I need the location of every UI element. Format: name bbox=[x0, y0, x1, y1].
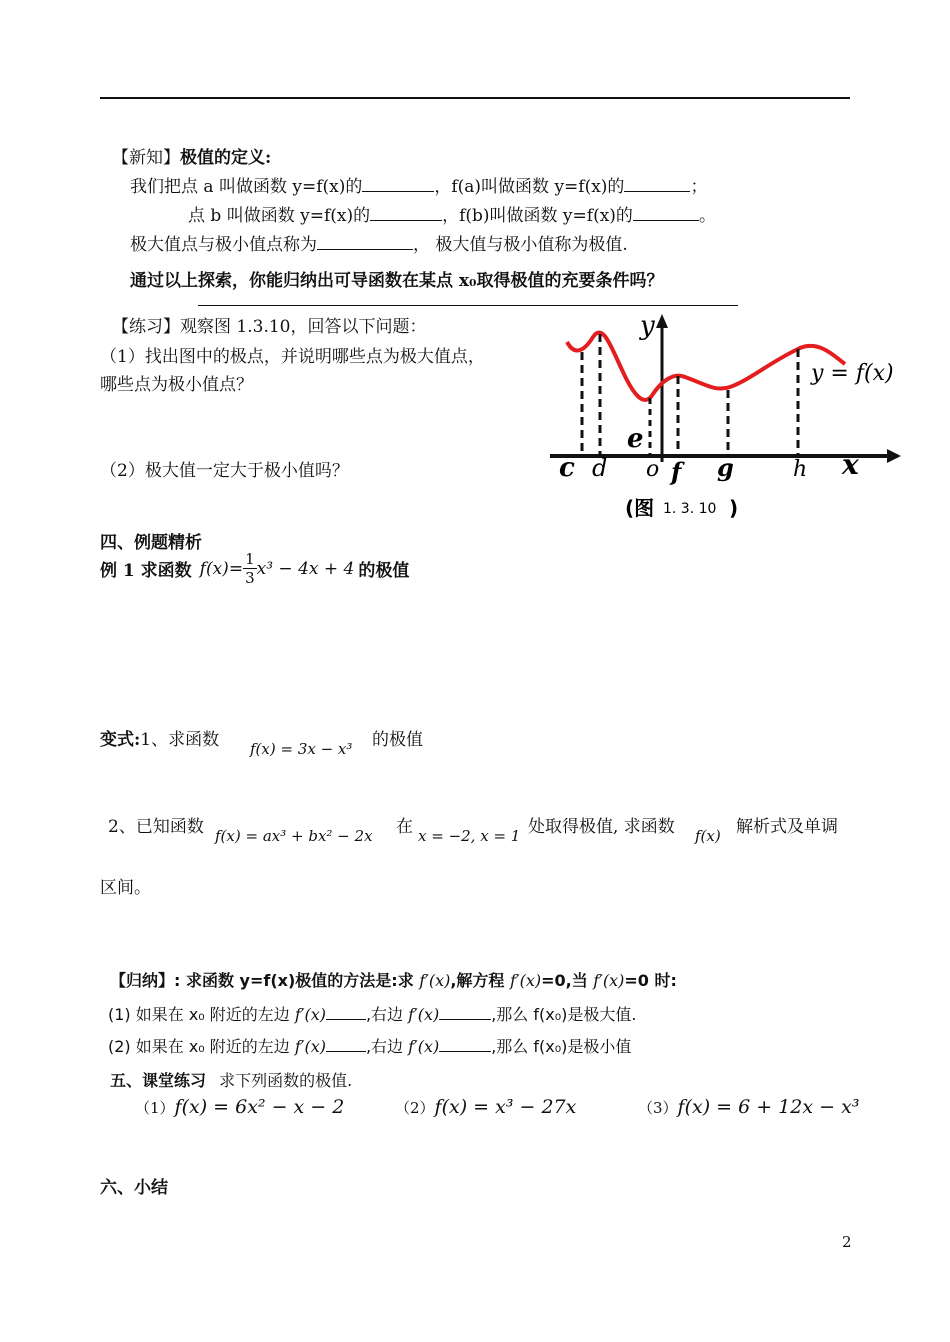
section6-title: 六、小结 bbox=[100, 1178, 168, 1198]
line1-end: ； bbox=[690, 177, 708, 197]
label-c: c bbox=[559, 453, 575, 483]
guina-blank-3[interactable] bbox=[326, 1037, 366, 1052]
variant-1 bbox=[100, 725, 219, 750]
variant-2-condition: x = −2, x = 1 bbox=[418, 827, 521, 845]
practice-3-num: （3） bbox=[638, 1099, 678, 1117]
guina-l1-a: (1) 如果在 x₀ 附近的左边 bbox=[108, 1005, 290, 1024]
guina-l2-c: ,那么 f(x₀)是极小值 bbox=[491, 1037, 632, 1056]
variant-1-text: 1、求函数 bbox=[140, 730, 220, 750]
section4-title: 四、例题精析 bbox=[100, 533, 202, 553]
guina-l2-b: ,右边 bbox=[365, 1037, 404, 1056]
variant-2-text-a: 2、已知函数 bbox=[108, 817, 204, 837]
variant-1-end: 的极值 bbox=[372, 730, 423, 750]
label-g: g bbox=[717, 453, 734, 482]
section5-desc: 求下列函数的极值. bbox=[219, 1071, 353, 1090]
guina-l1-fp-left: f′(x) bbox=[294, 1005, 326, 1024]
label-o: o bbox=[646, 457, 660, 482]
guina-text-d: =0 时: bbox=[624, 971, 677, 990]
practice-1-num: （1） bbox=[135, 1099, 175, 1117]
caption-close: ) bbox=[729, 496, 739, 520]
blank-2[interactable] bbox=[624, 177, 690, 192]
line1-text-a: 我们把点 a 叫做函数 y=f(x)的 bbox=[130, 177, 363, 197]
x-axis-label: x bbox=[842, 448, 859, 481]
lianxi-heading bbox=[112, 312, 426, 337]
xinzhi-line-1 bbox=[130, 172, 707, 197]
guina-l2-fp-right: f′(x) bbox=[408, 1037, 440, 1056]
guina-l1-c: ,那么 f(x₀)是极大值. bbox=[491, 1005, 637, 1024]
label-f: f bbox=[671, 457, 682, 486]
line1-text-b: ，f(a)叫做函数 y=f(x)的 bbox=[434, 177, 625, 197]
blank-3[interactable] bbox=[370, 206, 442, 221]
variant-2-text-e: 区间。 bbox=[100, 878, 151, 898]
example-1-expression: x³ − 4x + 4 bbox=[256, 558, 355, 579]
guina-blank-1[interactable] bbox=[326, 1005, 366, 1020]
guina-line-2 bbox=[108, 1034, 631, 1057]
label-d: d bbox=[592, 454, 608, 482]
variant-1-expression: f(x) = 3x − x³ bbox=[250, 740, 353, 758]
guina-text-b: ,解方程 bbox=[450, 971, 505, 990]
line2-text-b: ，f(b)叫做函数 y=f(x)的 bbox=[442, 206, 633, 226]
practice-1 bbox=[135, 1096, 344, 1118]
blank-4[interactable] bbox=[633, 206, 699, 221]
guina-l1-b: ,右边 bbox=[365, 1005, 404, 1024]
practice-2 bbox=[395, 1096, 576, 1118]
example-1-fraction bbox=[243, 550, 257, 587]
line3-text-b: ， 极大值与极小值称为极值. bbox=[413, 235, 628, 255]
lianxi-intro: 观察图 1.3.10，回答以下问题： bbox=[180, 317, 427, 337]
section5-heading bbox=[110, 1068, 352, 1091]
guina-line-1 bbox=[108, 1002, 636, 1025]
figure-1-3-10 bbox=[545, 312, 920, 524]
section5-title: 五、课堂练习 bbox=[110, 1071, 207, 1090]
example-1-fx: f(x)= bbox=[199, 558, 244, 579]
xinzhi-title: 极值的定义: bbox=[180, 148, 272, 168]
answer-line bbox=[198, 305, 738, 306]
variant-2-text-d: 解析式及单调 bbox=[736, 817, 838, 837]
line3-text-a: 极大值点与极小值点称为 bbox=[130, 235, 317, 255]
xinzhi-line-3 bbox=[130, 230, 628, 255]
y-axis-label: y bbox=[640, 312, 655, 341]
example-1-end: 的极值 bbox=[358, 561, 410, 581]
guina-text-c: =0,当 bbox=[541, 971, 588, 990]
variant-2-fx: f(x) bbox=[695, 827, 721, 845]
guina-fp-2: f′(x) bbox=[510, 971, 542, 990]
y-axis-arrow bbox=[656, 314, 668, 328]
practice-2-expr: f(x) = x³ − 27x bbox=[434, 1096, 577, 1118]
variant-tag: 变式: bbox=[100, 730, 141, 750]
practice-1-expr: f(x) = 6x² − x − 2 bbox=[174, 1096, 345, 1118]
x-axis-arrow bbox=[887, 449, 901, 463]
lianxi-tag: 【练习】 bbox=[112, 317, 180, 337]
lianxi-q1-b: 哪些点为极小值点？ bbox=[100, 375, 253, 395]
caption-number: 1. 3. 10 bbox=[663, 501, 717, 517]
guina-fp-3: f′(x) bbox=[593, 971, 625, 990]
lianxi-q1-a: （1）找出图中的极点，并说明哪些点为极大值点， bbox=[100, 347, 485, 367]
xinzhi-line-2 bbox=[188, 201, 716, 226]
fraction-denominator: 3 bbox=[245, 569, 255, 587]
example-1-label: 例 1 求函数 bbox=[100, 561, 192, 581]
guina-tag: 【归纳】 bbox=[110, 971, 175, 990]
caption-open: (图 bbox=[625, 496, 655, 520]
practice-3-expr: f(x) = 6 + 12x − x³ bbox=[677, 1096, 860, 1118]
guina-l2-a: (2) 如果在 x₀ 附近的左边 bbox=[108, 1037, 290, 1056]
guina-blank-4[interactable] bbox=[439, 1037, 491, 1052]
guina-l1-fp-right: f′(x) bbox=[408, 1005, 440, 1024]
function-label: y = f(x) bbox=[811, 361, 894, 386]
practice-3 bbox=[638, 1096, 859, 1118]
header-rule bbox=[100, 97, 850, 99]
guina-text-a: : 求函数 y=f(x)极值的方法是:求 bbox=[174, 971, 414, 990]
example-1 bbox=[100, 550, 409, 587]
guina-main bbox=[110, 968, 677, 991]
blank-1[interactable] bbox=[362, 177, 434, 192]
xinzhi-tag: 【新知】 bbox=[112, 148, 180, 168]
page-number: 2 bbox=[842, 1233, 852, 1251]
lianxi-q2: （2）极大值一定大于极小值吗？ bbox=[100, 461, 349, 481]
practice-2-num: （2） bbox=[395, 1099, 435, 1117]
fraction-numerator: 1 bbox=[245, 550, 255, 568]
guina-fp-1: f′(x) bbox=[419, 971, 451, 990]
line2-text-a: 点 b 叫做函数 y=f(x)的 bbox=[188, 206, 371, 226]
guina-blank-2[interactable] bbox=[439, 1005, 491, 1020]
label-h: h bbox=[793, 457, 808, 482]
variant-2-text-b: 在 bbox=[396, 817, 413, 837]
variant-2-text-c: 处取得极值, 求函数 bbox=[528, 817, 675, 837]
label-e: e bbox=[627, 424, 644, 454]
xinzhi-heading bbox=[112, 143, 271, 168]
xinzhi-question: 通过以上探索，你能归纳出可导函数在某点 x₀取得极值的充要条件吗？ bbox=[130, 271, 664, 291]
function-curve bbox=[567, 332, 845, 399]
variant-2-expression: f(x) = ax³ + bx² − 2x bbox=[215, 827, 373, 845]
blank-5[interactable] bbox=[317, 235, 413, 250]
line2-end: 。 bbox=[698, 206, 716, 226]
guina-l2-fp-left: f′(x) bbox=[294, 1037, 326, 1056]
